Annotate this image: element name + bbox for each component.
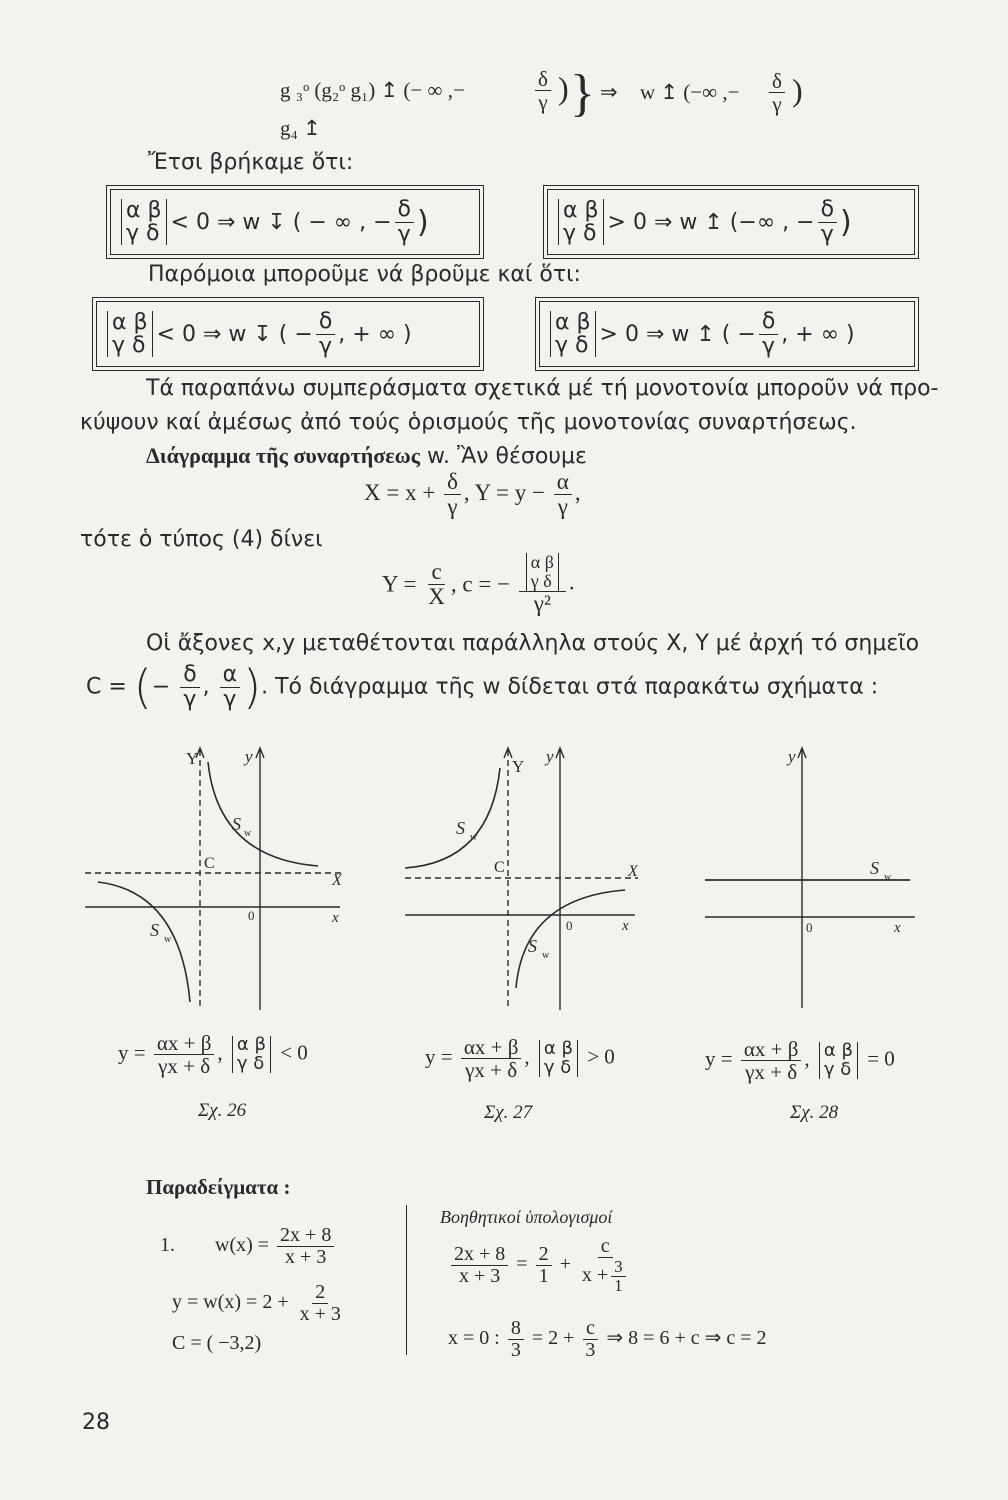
figure-27 [400,740,660,1015]
example-1-y: y = w(x) = 2 + $\frac{2}{x + 3}$ [172,1281,341,1325]
label-origin: 0 [806,920,813,935]
label-y: y [546,747,554,766]
aux-title: Βοηθητικοί ὑπολογισμοί [440,1207,613,1227]
caption-fig-28: Σχ. 28 [790,1102,839,1123]
label-y: y [788,747,796,766]
box-det-negative-right: α β γ δ < 0 ⇒ w ↧ ( − $\frac{\delta}{\gamma}$ , + ∞ ) [92,297,484,371]
figure-27-formula: y = $\frac{\alpha x + \beta}{\gamma x + \delta}$ , α β γ δ > 0 [425,1035,615,1083]
aux-line2: x = 0 : $\frac{8}{3}$ = 2 + $\frac{c}{3}$ ⇒ 8 = 6 + c ⇒ c = 2 [448,1317,767,1361]
label-x: x [894,920,901,936]
hyperbola-branch-lower [98,882,190,1002]
curly-brace: } [570,65,595,122]
figure-28-formula: y = $\frac{\alpha x + \beta}{\gamma x + \delta}$ , α β γ δ = 0 [705,1037,895,1085]
paragraph-line1: Τά παραπάνω συμπεράσματα σχετικά μέ τή μονοτονία μποροῦν νά προ- [146,376,939,401]
label-x: x [622,918,629,934]
top-formula: g ₃ᵒ (g₂ᵒ g₁) ↥ (− ∞ ,− $\frac{\delta}{\gamma}$ ) } g₄ ↥ ⇒ w ↥ (−∞ ,− $\frac{\delta}{\gamma}$ ) [280,65,803,140]
hyperbola-formula: Y = $\frac{c}{X}$ , c = − α β γ δ γ² . [382,552,575,616]
label-S: S [870,858,879,878]
label-x: x [332,910,339,926]
label-Y: Y [186,749,199,768]
page-number: 28 [82,1410,110,1435]
tote-text: τότε ὁ τύπος (4) δίνει [80,527,323,552]
paragraph-line2: κύψουν καί ἀμέσως ἀπό τούς ὁρισμούς τῆς μονοτονίας συναρτήσεως. [80,410,857,435]
label-C: C [204,855,215,872]
figure-28 [700,740,930,1015]
label-S-upper: S [232,814,241,834]
top-formula-line1: g ₃ᵒ (g₂ᵒ g₁) ↥ (− ∞ ,− [280,78,465,102]
examples-title: Παραδείγματα : [146,1175,291,1199]
svg-text:w: w [542,950,550,961]
svg-text:w: w [884,872,892,883]
label-Y: Y [512,757,525,776]
figure-26-formula: y = $\frac{\alpha x + \beta}{\gamma x + \delta}$ , α β γ δ < 0 [118,1031,308,1079]
label-X: X [332,872,342,889]
aux-line1: $\frac{2x + 8}{x + 3}$ = $\frac{2}{1}$ + c x + $\frac{3}{1}$ [448,1236,635,1295]
hyperbola-branch-upper [405,768,500,868]
svg-text:w: w [164,934,172,945]
etsi-text: Ἔτσι βρήκαμε ὅτι: [148,150,354,175]
box-det-positive-right: α β γ δ > 0 ⇒ w ↥ ( − $\frac{\delta}{\gamma}$ , + ∞ ) [535,297,919,371]
label-y: y [245,747,253,766]
box-det-positive-left: α β γ δ > 0 ⇒ w ↥ (−∞ , − $\frac{\delta}{\gamma}$ ) [543,185,919,259]
label-origin: 0 [566,918,573,933]
label-origin: 0 [248,908,255,923]
diagramma-heading: Διάγραμμα τῆς συναρτήσεως w. Ἂν θέσουμε [146,443,587,469]
svg-text:w: w [470,832,478,843]
label-S-lower: S [528,936,537,956]
label-S-upper: S [456,818,465,838]
box-det-negative-left: α β γ δ < 0 ⇒ w ↧ ( − ∞ , − $\frac{\delta}{\gamma}$ ) [106,185,484,259]
label-C: C [494,859,505,876]
axes-text: Οἱ ἄξονες x,y μεταθέτονται παράλληλα στούς X, Y μέ ἀρχή τό σημεῖο [146,631,920,656]
vertical-divider [406,1205,407,1355]
example-1-C: C = ( −3,2) [172,1332,262,1354]
center-point-line: C = (− $\frac{\delta}{\gamma}$ , $\frac{\alpha}{\gamma}$ ). Τό διάγραμμα τῆς w δίδεται στά παρακάτω σχήματα : [86,660,879,714]
figure-26 [80,740,370,1015]
label-S-lower: S [150,920,159,940]
caption-fig-26: Σχ. 26 [198,1100,247,1121]
label-X: X [628,863,638,880]
example-1-wx: 1. w(x) = $\frac{2x + 8}{x + 3}$ [160,1225,337,1268]
hyperbola-branch-upper [208,762,318,866]
implies-arrow: ⇒ [600,80,618,104]
top-formula-line2: g₄ ↥ [280,116,321,140]
paromoia-text: Παρόμοια μποροῦμε νά βροῦμε καί ὅτι: [148,262,581,287]
svg-text:w: w [244,828,252,839]
substitution-formula: X = x + $\frac{\delta}{\gamma}$ , Y = y − $\frac{\alpha}{\gamma}$ , [364,469,581,520]
caption-fig-27: Σχ. 27 [484,1102,533,1123]
